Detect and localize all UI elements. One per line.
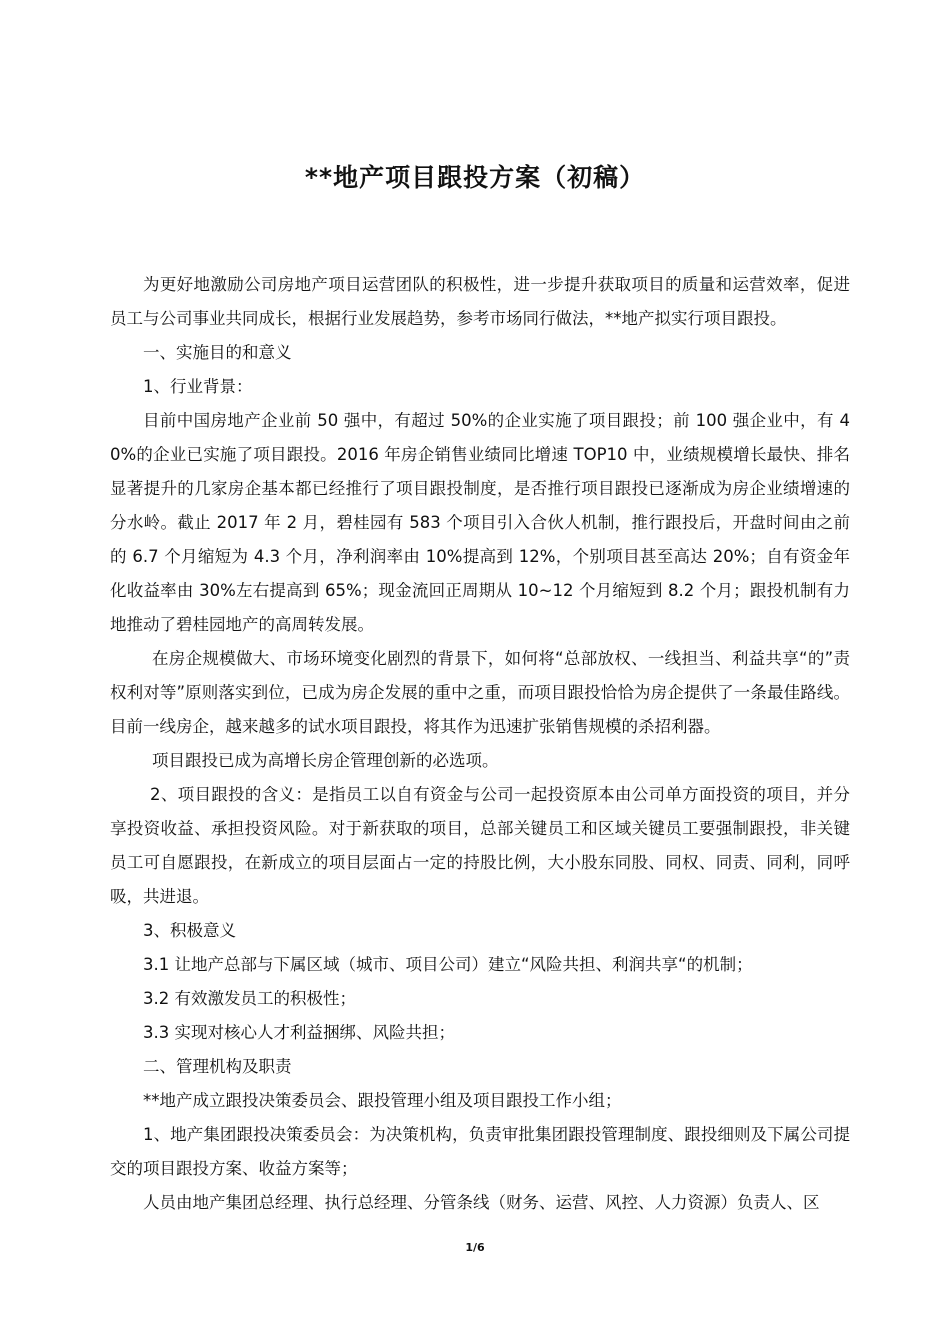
committee-paragraph: 1、地产集团跟投决策委员会：为决策机构，负责审批集团跟投管理制度、跟投细则及下属公司提交的项目跟投方案、收益方案等； xyxy=(110,1125,850,1178)
section-heading-management: 二、管理机构及职责 xyxy=(143,1057,292,1076)
document-body xyxy=(110,268,850,1220)
context-paragraph: 在房企规模做大、市场环境变化剧烈的背景下，如何将“总部放权、一线担当、利益共享“的”责权利对等”原则落实到位，已成为房企发展的重中之重，而项目跟投恰恰为房企提供了一条最佳路线。目前一线房企，越来越多的试水项目跟投，将其作为迅速扩张销售规模的杀招利器。 xyxy=(110,649,850,736)
committee-members-paragraph: 人员由地产集团总经理、执行总经理、分管条线（财务、运营、风控、人力资源）负责人、区 xyxy=(143,1193,820,1212)
intro-paragraph: 为更好地激励公司房地产项目运营团队的积极性，进一步提升获取项目的质量和运营效率，促进员工与公司事业共同成长，根据行业发展趋势，参考市场同行做法，**地产拟实行项目跟投。 xyxy=(110,275,850,328)
management-intro-paragraph: **地产成立跟投决策委员会、跟投管理小组及项目跟投工作小组； xyxy=(143,1091,622,1110)
significance-item-1: 3.1 让地产总部与下属区域（城市、项目公司）建立“风险共担、利润共享“的机制； xyxy=(143,955,753,974)
necessity-paragraph: 项目跟投已成为高增长房企管理创新的必选项。 xyxy=(152,751,499,770)
definition-paragraph: 2、项目跟投的含义：是指员工以自有资金与公司一起投资原本由公司单方面投资的项目，并分享投资收益、承担投资风险。对于新获取的项目，总部关键员工和区域关键员工要强制跟投，非关键员工可自愿跟投，在新成立的项目层面占一定的持股比例，大小股东同股、同权、同责、同利，同呼吸，共进退。 xyxy=(110,785,850,906)
industry-background-paragraph: 目前中国房地产企业前 50 强中，有超过 50%的企业实施了项目跟投；前 100 强企业中，有 40%的企业已实施了项目跟投。2016 年房企销售业绩同比增速 TOP10 中，业绩规模增长最快、排名显著提升的几家房企基本都已经推行了项目跟投制度，是否推行项目跟投已逐渐成为房企业绩增速的分水岭。截止 2017 年 2 月，碧桂园有 583 个项目引入合伙人机制，推行跟投后，开盘时间由之前的 6.7 个月缩短为 4.3 个月，净利润率由 10%提高到 12%，个别项目甚至高达 20%；自有资金年化收益率由 30%左右提高到 65%；现金流回正周期从 10~12 个月缩短到 8.2 个月；跟投机制有力地推动了碧桂园地产的高周转发展。 xyxy=(110,411,850,634)
significance-item-3: 3.3 实现对核心人才利益捆绑、风险共担； xyxy=(143,1023,455,1042)
significance-item-2: 3.2 有效激发员工的积极性； xyxy=(143,989,356,1008)
page-number: 1/6 xyxy=(465,1241,485,1254)
document-title: **地产项目跟投方案（初稿） xyxy=(304,163,646,192)
section-heading-purpose: 一、实施目的和意义 xyxy=(143,343,292,362)
subheading-industry-background: 1、行业背景： xyxy=(143,377,253,396)
subheading-significance: 3、积极意义 xyxy=(143,921,236,940)
